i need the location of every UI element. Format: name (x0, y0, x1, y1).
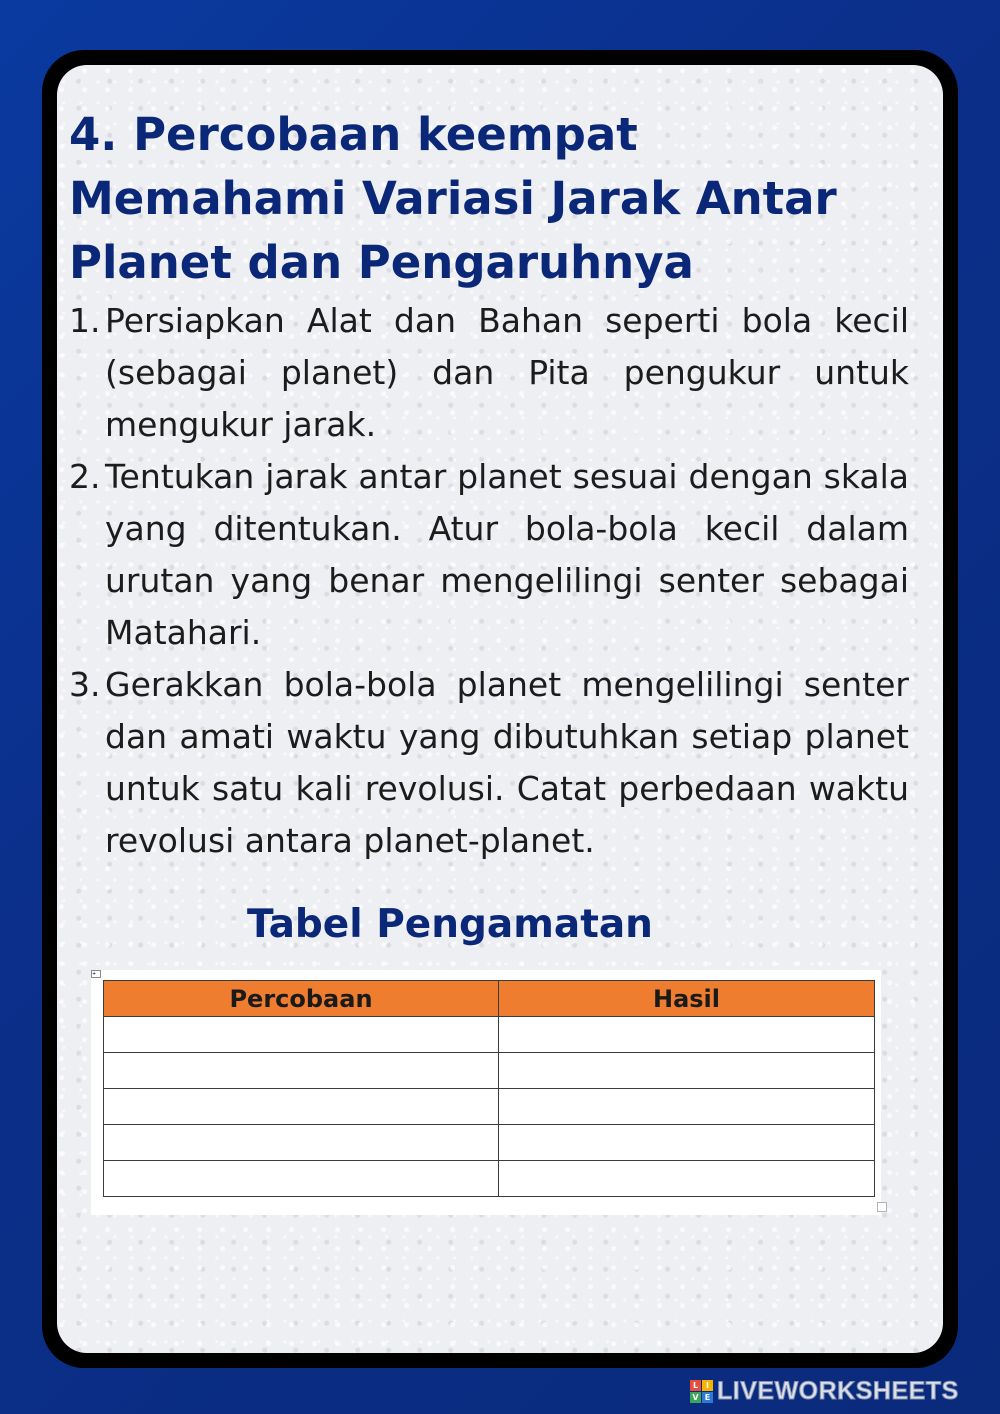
percobaan-cell[interactable] (104, 1053, 499, 1089)
table-title: Tabel Pengamatan (247, 902, 653, 947)
step-text: Tentukan jarak antar planet sesuai dengan skala yang ditentukan. Atur bola-bola kecil dalam urutan yang benar mengelilingi senter sebagai Matahari. (105, 457, 909, 652)
hasil-cell[interactable] (499, 1125, 875, 1161)
column-header-hasil: Hasil (499, 981, 875, 1017)
table-resize-handle[interactable] (877, 1202, 887, 1212)
worksheet-paper (57, 65, 943, 1353)
table-row (104, 1125, 875, 1161)
liveworksheets-logo-icon: L I V E (690, 1380, 713, 1403)
percobaan-cell[interactable] (104, 1017, 499, 1053)
worksheet-card (42, 50, 958, 1368)
step-text: Gerakkan bola-bola planet mengelilingi senter dan amati waktu yang dibutuhkan setiap planet untuk satu kali revolusi. Catat perbedaan waktu revolusi antara planet-planet. (105, 665, 909, 860)
watermark-text: LIVEWORKSHEETS (717, 1376, 959, 1405)
step-number: 2. (69, 457, 101, 496)
step-text: Persiapkan Alat dan Bahan seperti bola kecil (sebagai planet) dan Pita pengukur untuk mengukur jarak. (105, 301, 909, 444)
table-header-row (104, 981, 875, 1017)
table-row (104, 1053, 875, 1089)
step-number: 3. (69, 665, 101, 704)
step-number: 1. (69, 301, 101, 340)
column-header-percobaan: Percobaan (104, 981, 499, 1017)
step-item (69, 451, 909, 659)
observation-table-container (91, 970, 881, 1215)
hasil-cell[interactable] (499, 1089, 875, 1125)
table-row (104, 1017, 875, 1053)
step-item (69, 659, 909, 867)
table-row (104, 1089, 875, 1125)
liveworksheets-watermark (690, 1376, 959, 1406)
table-row (104, 1161, 875, 1197)
step-item (69, 295, 909, 451)
observation-table (103, 980, 875, 1197)
percobaan-cell[interactable] (104, 1089, 499, 1125)
hasil-cell[interactable] (499, 1017, 875, 1053)
hasil-cell[interactable] (499, 1161, 875, 1197)
percobaan-cell[interactable] (104, 1125, 499, 1161)
percobaan-cell[interactable] (104, 1161, 499, 1197)
page-title: 4. Percobaan keempat Memahami Variasi Jarak Antar Planet dan Pengaruhnya (69, 108, 837, 289)
hasil-cell[interactable] (499, 1053, 875, 1089)
step-list (69, 295, 909, 867)
table-move-handle-icon[interactable]: + (91, 970, 101, 978)
